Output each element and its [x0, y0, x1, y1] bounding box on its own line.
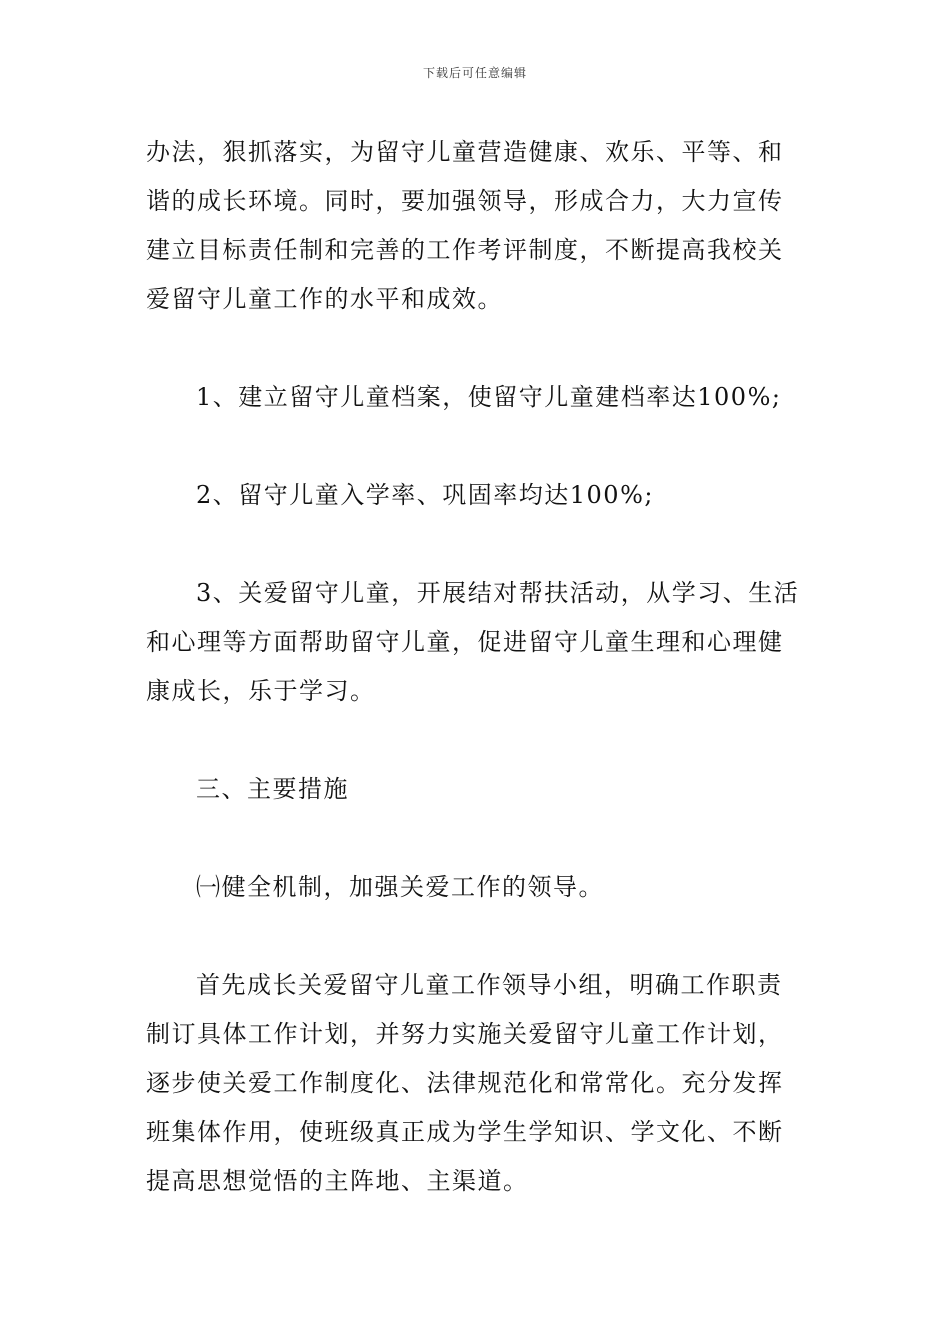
paragraph-goal-3: 3、关爱留守儿童，开展结对帮扶活动，从学习、生活和心理等方面帮助留守儿童，促进留守儿童生理和心理健康成长，乐于学习。 [146, 579, 800, 705]
paragraph-goal-2: 2、留守儿童入学率、巩固率均达100%; [196, 481, 654, 509]
page-header: 下载后可任意编辑 [422, 66, 527, 80]
document-body [146, 128, 806, 1206]
paragraph-goal-1: 1、建立留守儿童档案，使留守儿童建档率达100%; [196, 383, 782, 411]
subsection-heading-mechanism: ㈠健全机制，加强关爱工作的领导。 [196, 873, 604, 901]
paragraph-mechanism-detail: 首先成长关爱留守儿童工作领导小组，明确工作职责制订具体工作计划，并努力实施关爱留守儿童工作计划，逐步使关爱工作制度化、法律规范化和常常化。充分发挥班集体作用，使班级真正成为学生学知识、学文化、不断提高思想觉悟的主阵地、主渠道。 [146, 971, 784, 1195]
paragraph-continuation: 办法，狠抓落实，为留守儿童营造健康、欢乐、平等、和谐的成长环境。同时，要加强领导，形成合力，大力宣传建立目标责任制和完善的工作考评制度，不断提高我校关爱留守儿童工作的水平和成效。 [146, 138, 784, 313]
section-heading-measures: 三、主要措施 [196, 775, 349, 803]
